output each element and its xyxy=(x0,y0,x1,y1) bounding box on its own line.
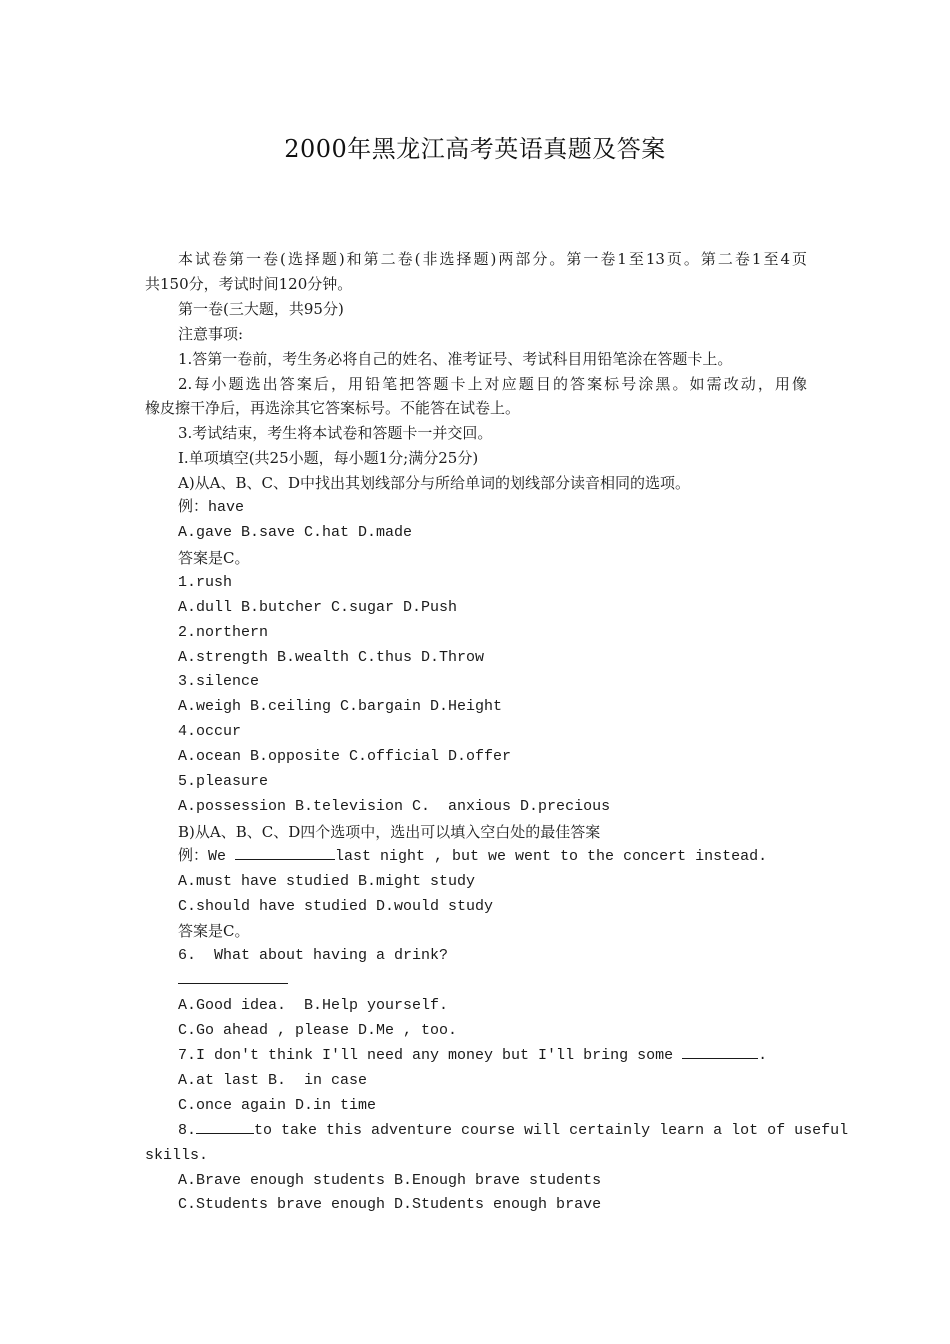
question-6-blank xyxy=(178,969,288,984)
question-3-options: A.weigh B.ceiling C.bargain D.Height xyxy=(178,698,503,716)
part-b-instructions: B)从A、B、C、D四个选项中，选出可以填入空白处的最佳答案 xyxy=(178,822,601,841)
question-7-blank xyxy=(682,1044,758,1059)
section-1-heading: I.单项填空(共25小题，每小题1分;满分25分) xyxy=(178,449,479,468)
example-b-answer: 答案是C。 xyxy=(178,922,250,941)
question-4: 4.occur xyxy=(178,723,242,741)
example-b-blank xyxy=(235,845,335,860)
question-5: 5.pleasure xyxy=(178,773,269,791)
question-2-options: A.strength B.wealth C.thus D.Throw xyxy=(178,648,485,666)
note-3: 3.考试结束，考生将本试卷和答题卡一并交回。 xyxy=(178,424,493,443)
question-2: 2.northern xyxy=(178,623,269,641)
question-6-options-1: A.Good idea. B.Help yourself. xyxy=(178,997,449,1015)
question-7 xyxy=(145,1044,807,1069)
example-b-options-1: A.must have studied B.might study xyxy=(178,872,476,890)
note-2-line-1: 2.每小题选出答案后，用铅笔把答题卡上对应题目的答案标号涂黑。如需改动，用像 xyxy=(178,374,807,393)
example-a-options: A.gave B.save C.hat D.made xyxy=(178,523,413,541)
question-6-options-2: C.Go ahead , please D.Me , too. xyxy=(178,1022,458,1040)
example-b-sentence xyxy=(145,845,807,870)
question-8-options-2: C.Students brave enough D.Students enough brave xyxy=(178,1196,602,1214)
question-8-blank xyxy=(196,1119,254,1134)
example-b-options-2: C.should have studied D.would study xyxy=(178,897,494,915)
example-a-word: 例：have xyxy=(178,499,245,517)
question-8 xyxy=(145,1119,849,1144)
note-2-line-2: 橡皮擦干净后，再选涂其它答案标号。不能答在试卷上。 xyxy=(145,399,521,418)
question-7-options-1: A.at last B. in case xyxy=(178,1071,368,1089)
example-a-answer: 答案是C。 xyxy=(178,548,250,567)
question-8-prefix: 8. xyxy=(178,1121,197,1139)
question-5-options: A.possession B.television C. anxious D.precious xyxy=(178,797,611,815)
question-3: 3.silence xyxy=(178,673,260,691)
notes-heading: 注意事项: xyxy=(178,324,244,343)
example-b-suffix: last night , but we went to the concert instead. xyxy=(335,847,768,865)
note-1: 1.答第一卷前，考生务必将自己的姓名、准考证号、考试科目用铅笔涂在答题卡上。 xyxy=(178,349,733,368)
question-6-answer-line xyxy=(145,969,807,994)
question-8-options-1: A.Brave enough students B.Enough brave students xyxy=(178,1171,602,1189)
question-1: 1.rush xyxy=(178,573,233,591)
volume-1-heading: 第一卷(三大题，共95分) xyxy=(178,299,344,318)
question-7-suffix: . xyxy=(758,1047,768,1064)
question-8-continuation: skills. xyxy=(145,1146,209,1164)
intro-line-2: 共150分，考试时间120分钟。 xyxy=(145,274,353,293)
intro-line-1: 本试卷第一卷(选择题)和第二卷(非选择题)两部分。第一卷1至13页。第二卷1至4页 xyxy=(178,250,807,268)
question-8-suffix: to take this adventure course will certainly learn a lot of useful xyxy=(254,1121,849,1139)
question-4-options: A.ocean B.opposite C.official D.offer xyxy=(178,748,512,766)
question-6: 6. What about having a drink? xyxy=(178,947,449,965)
question-7-options-2: C.once again D.in time xyxy=(178,1096,377,1114)
question-1-options: A.dull B.butcher C.sugar D.Push xyxy=(178,598,458,616)
document-body xyxy=(145,247,849,1218)
document-title: 2000年黑龙江高考英语真题及答案 xyxy=(284,135,666,163)
part-a-instructions: A)从A、B、C、D中找出其划线部分与所给单词的划线部分读音相同的选项。 xyxy=(178,474,691,493)
question-7-prefix: 7.I don't think I'll need any money but I'll bring some xyxy=(178,1047,683,1064)
example-b-prefix: 例：We xyxy=(178,847,236,865)
